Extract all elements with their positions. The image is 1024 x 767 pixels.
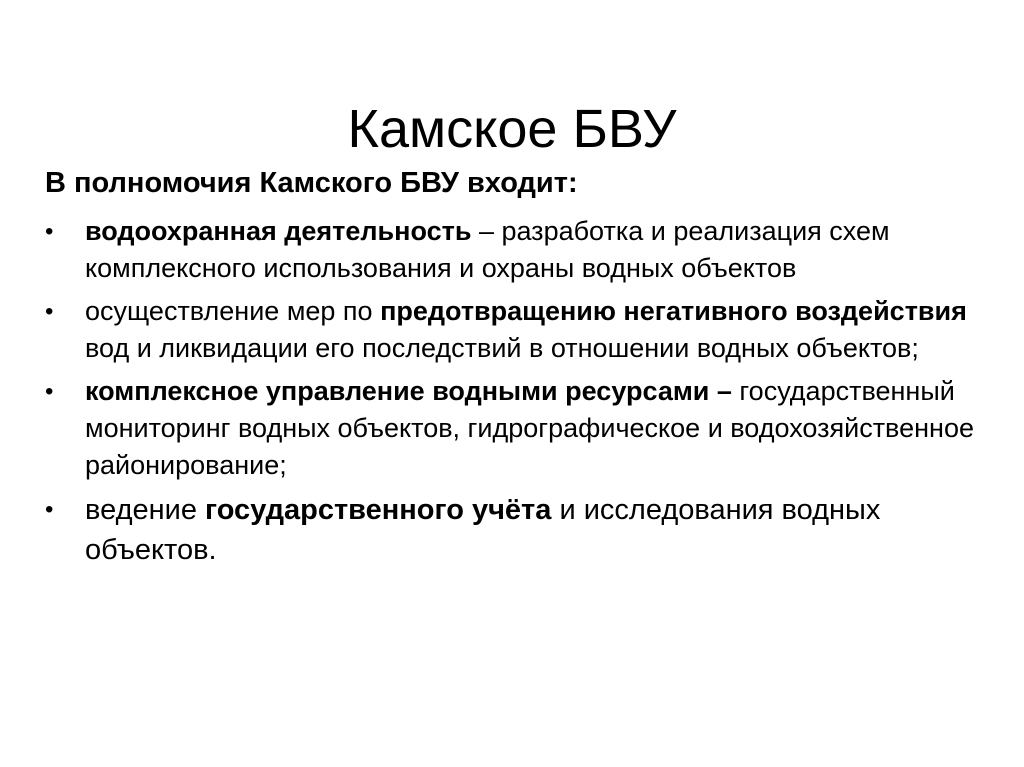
bullet-icon: • [45,496,54,523]
bullet-item-negative-impact [45,293,985,367]
bullet-text: государственный мониторинг водных объектов, гидрографическое и водохозяйственное районирование; [85,376,974,480]
bullet-icon: • [45,218,54,245]
bullet-bold-text: водоохранная деятельность [85,216,472,246]
bullet-item-water-protection [45,213,985,287]
bullet-bold-text: предотвращению негативного воздействия [380,296,967,326]
intro-heading: В полномочия Камского БВУ входит: [45,167,578,199]
bullet-text: вод и ликвидации его последствий в отношении водных объектов; [85,333,919,363]
bullet-list [45,213,985,570]
bullet-text: осуществление мер по [85,296,381,326]
bullet-icon: • [45,378,54,405]
bullet-item-resource-management [45,373,985,484]
slide-title: Камское БВУ [347,99,677,160]
bullet-text: – разработка и реализация схем комплексного использования и охраны водных объектов [85,216,890,283]
bullet-bold-text: государственного учёта [205,494,552,526]
bullet-item-state-accounting [45,490,985,570]
bullet-text: и исследования водных объектов. [85,494,881,566]
bullet-bold-text: комплексное управление водными ресурсами – [85,376,732,406]
bullet-text: ведение [85,494,206,526]
bullet-icon: • [45,298,54,325]
